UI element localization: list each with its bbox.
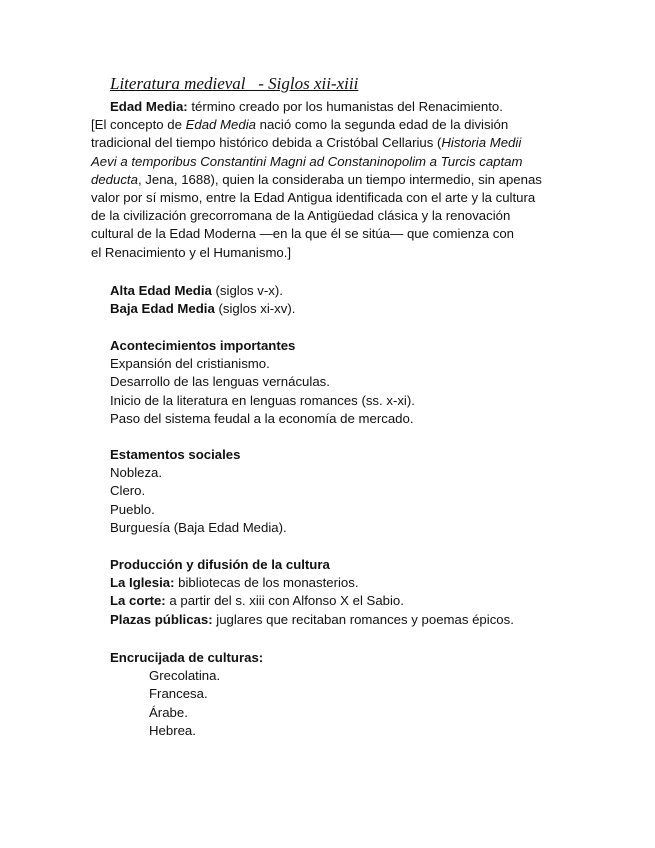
intro-text: tradicional del tiempo histórico debida a Cristóbal Cellarius ( [91, 135, 442, 151]
list-item [110, 592, 590, 610]
list-item: Clero. [110, 483, 146, 499]
intro-definition-line [91, 98, 591, 116]
period-range: (siglos xi-xv). [214, 301, 296, 317]
section-heading: Producción y difusión de la cultura [110, 557, 330, 572]
periods-section [110, 282, 590, 318]
intro-text: nació como la segunda edad de la división [255, 117, 509, 133]
intro-italic: deducta [91, 171, 138, 187]
period-range: (siglos v-x). [211, 283, 283, 298]
produccion-section [110, 556, 590, 629]
list-item: Francesa. [149, 686, 208, 702]
list-item: Grecolatina. [149, 668, 221, 684]
intro-paragraph [91, 98, 591, 262]
section-heading: Encrucijada de culturas: [110, 650, 264, 665]
period-item [110, 282, 590, 300]
list-item: Expansión del cristianismo. [110, 356, 270, 372]
item-text: a partir del s. xiii con Alfonso X el Sabio. [165, 593, 404, 609]
intro-text: [El concepto de [91, 117, 186, 133]
intro-line-2 [91, 134, 591, 152]
period-name: Baja Edad Media [110, 301, 215, 317]
list-item: Pueblo. [110, 501, 155, 517]
section-heading: Estamentos sociales [110, 447, 241, 462]
estamentos-section [110, 446, 590, 537]
intro-line-1 [91, 116, 591, 134]
item-text: juglares que recitaban romances y poemas épicos. [212, 611, 514, 627]
list-item [110, 574, 590, 592]
item-label: La corte: [110, 593, 166, 609]
period-name: Alta Edad Media [110, 283, 212, 298]
item-label: La Iglesia: [110, 575, 175, 591]
intro-line-5: valor por sí mismo, entre la Edad Antigua identificada con el arte y la cultura [91, 190, 536, 206]
intro-line-4 [91, 171, 591, 189]
list-item: Burguesía (Baja Edad Media). [110, 519, 287, 535]
list-item: Árabe. [149, 704, 188, 720]
list-item: Inicio de la literatura en lenguas romances (ss. x-xi). [110, 392, 415, 408]
list-item: Hebrea. [149, 722, 196, 738]
list-item: Desarrollo de las lenguas vernáculas. [110, 374, 330, 390]
list-item [110, 611, 590, 629]
section-heading: Acontecimientos importantes [110, 338, 296, 353]
intro-italic: Historia Medii [441, 135, 522, 151]
document-title: Literatura medieval - Siglos xii-xiii [110, 74, 359, 93]
encrucijada-section [110, 649, 590, 740]
intro-line-8: el Renacimiento y el Humanismo.] [91, 244, 292, 260]
intro-italic: Edad Media [185, 117, 256, 133]
intro-term-definition: término creado por los humanistas del Renacimiento. [187, 99, 503, 114]
intro-line-7: cultural de la Edad Moderna —en la que él se sitúa— que comienza con [91, 226, 514, 242]
item-label: Plazas públicas: [110, 611, 213, 627]
list-item: Paso del sistema feudal a la economía de mercado. [110, 410, 414, 426]
intro-line-6: de la civilización grecorromana de la Antigüedad clásica y la renovación [91, 208, 511, 224]
list-item: Nobleza. [110, 465, 163, 481]
intro-text: , Jena, 1688), quien la consideraba un tiempo intermedio, sin apenas [137, 171, 542, 187]
intro-term: Edad Media: [110, 99, 188, 114]
period-item [110, 300, 590, 318]
intro-line-3: Aevi a temporibus Constantini Magni ad Constaninopolim a Turcis captam [91, 153, 523, 169]
acontecimientos-section [110, 337, 590, 428]
item-text: bibliotecas de los monasterios. [174, 575, 359, 591]
